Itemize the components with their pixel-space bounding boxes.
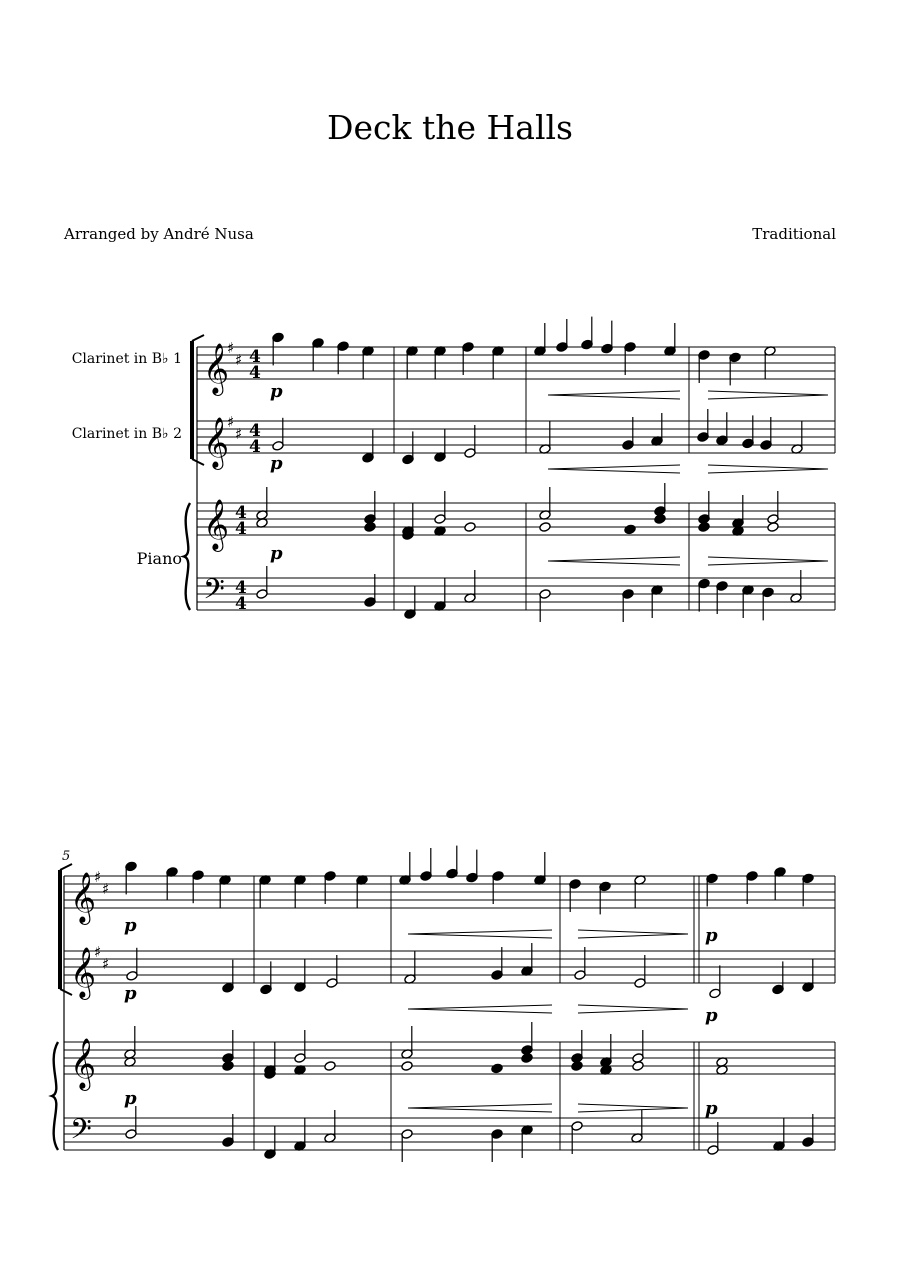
crescendo-hairpin [548, 391, 680, 395]
note [632, 1061, 644, 1072]
note [324, 1061, 336, 1072]
measure-number: 5 [62, 849, 71, 864]
key-sharp-icon: ♯ [94, 943, 102, 961]
time-signature-top: 4 [249, 421, 261, 441]
treble-clef-icon: 𝄞 [70, 947, 97, 998]
treble-clef-icon: 𝄞 [203, 343, 230, 394]
key-sharp-icon: ♯ [227, 413, 235, 431]
crescendo-hairpin [408, 1005, 552, 1009]
dynamic-piano: p [124, 915, 137, 936]
note [624, 524, 636, 535]
crescendo-hairpin [408, 934, 552, 938]
key-sharp-icon: ♯ [235, 351, 243, 369]
note [401, 1061, 413, 1072]
note [539, 522, 551, 533]
dynamic-piano: p [705, 1098, 718, 1119]
crescendo-hairpin [408, 1009, 552, 1013]
crescendo-hairpin [548, 465, 680, 469]
decrescendo-hairpin [578, 1009, 688, 1013]
time-signature-top: 4 [235, 578, 247, 598]
time-signature-top: 4 [249, 347, 261, 367]
time-signature-top: 4 [235, 503, 247, 523]
key-sharp-icon: ♯ [235, 425, 243, 443]
note [364, 522, 376, 533]
decrescendo-hairpin [708, 557, 828, 561]
note [491, 1063, 503, 1074]
dynamic-piano: p [270, 543, 283, 564]
time-signature-bottom: 4 [249, 363, 261, 383]
crescendo-hairpin [408, 1104, 552, 1108]
dynamic-piano: p [705, 925, 718, 946]
decrescendo-hairpin [578, 1005, 688, 1009]
decrescendo-hairpin [578, 930, 688, 934]
decrescendo-hairpin [708, 465, 828, 469]
treble-clef-icon: 𝄞 [70, 1038, 97, 1089]
note [521, 1053, 533, 1064]
key-sharp-icon: ♯ [102, 955, 110, 973]
decrescendo-hairpin [708, 469, 828, 473]
decrescendo-hairpin [578, 934, 688, 938]
notes [124, 317, 828, 1162]
treble-clef-icon: 𝄞 [203, 499, 230, 550]
decrescendo-hairpin [578, 1108, 688, 1112]
piano-brace [184, 503, 190, 610]
dynamic-piano: p [705, 1005, 718, 1026]
composer-credit: Traditional [752, 225, 836, 243]
crescendo-hairpin [408, 1108, 552, 1112]
decrescendo-hairpin [708, 561, 828, 565]
arranger-credit: Arranged by André Nusa [64, 225, 254, 243]
note [571, 1061, 583, 1072]
bass-clef-icon: 𝄢 [203, 573, 225, 613]
dynamic-piano: p [124, 983, 137, 1004]
dynamic-piano: p [270, 453, 283, 474]
instrument-label-piano: Piano [136, 549, 182, 568]
decrescendo-hairpin [708, 391, 828, 395]
note [698, 522, 710, 533]
dynamic-piano: p [124, 1088, 137, 1109]
notation-text [62, 339, 718, 1153]
note [654, 514, 666, 525]
key-sharp-icon: ♯ [102, 880, 110, 898]
note [767, 522, 779, 533]
bass-clef-icon: 𝄢 [70, 1113, 92, 1153]
treble-clef-icon: 𝄞 [70, 872, 97, 923]
piano-brace [52, 1042, 58, 1150]
time-signature-bottom: 4 [249, 437, 261, 457]
decrescendo-hairpin [578, 1104, 688, 1108]
note [464, 522, 476, 533]
instrument-label-clarinet-2: Clarinet in B♭ 2 [71, 426, 182, 442]
instrument-label-clarinet-1: Clarinet in B♭ 1 [71, 351, 182, 367]
crescendo-hairpin [548, 395, 680, 399]
treble-clef-icon: 𝄞 [203, 417, 230, 468]
crescendo-hairpin [548, 561, 680, 565]
crescendo-hairpin [548, 557, 680, 561]
ensemble-bracket [192, 335, 204, 341]
dynamic-piano: p [270, 381, 283, 402]
key-sharp-icon: ♯ [94, 868, 102, 886]
crescendo-hairpin [408, 930, 552, 934]
decrescendo-hairpin [708, 395, 828, 399]
key-sharp-icon: ♯ [227, 339, 235, 357]
time-signature-bottom: 4 [235, 594, 247, 614]
score-title: Deck the Halls [327, 108, 573, 147]
time-signature-bottom: 4 [235, 519, 247, 539]
note [222, 1061, 234, 1072]
crescendo-hairpin [548, 469, 680, 473]
ensemble-bracket [60, 864, 72, 870]
